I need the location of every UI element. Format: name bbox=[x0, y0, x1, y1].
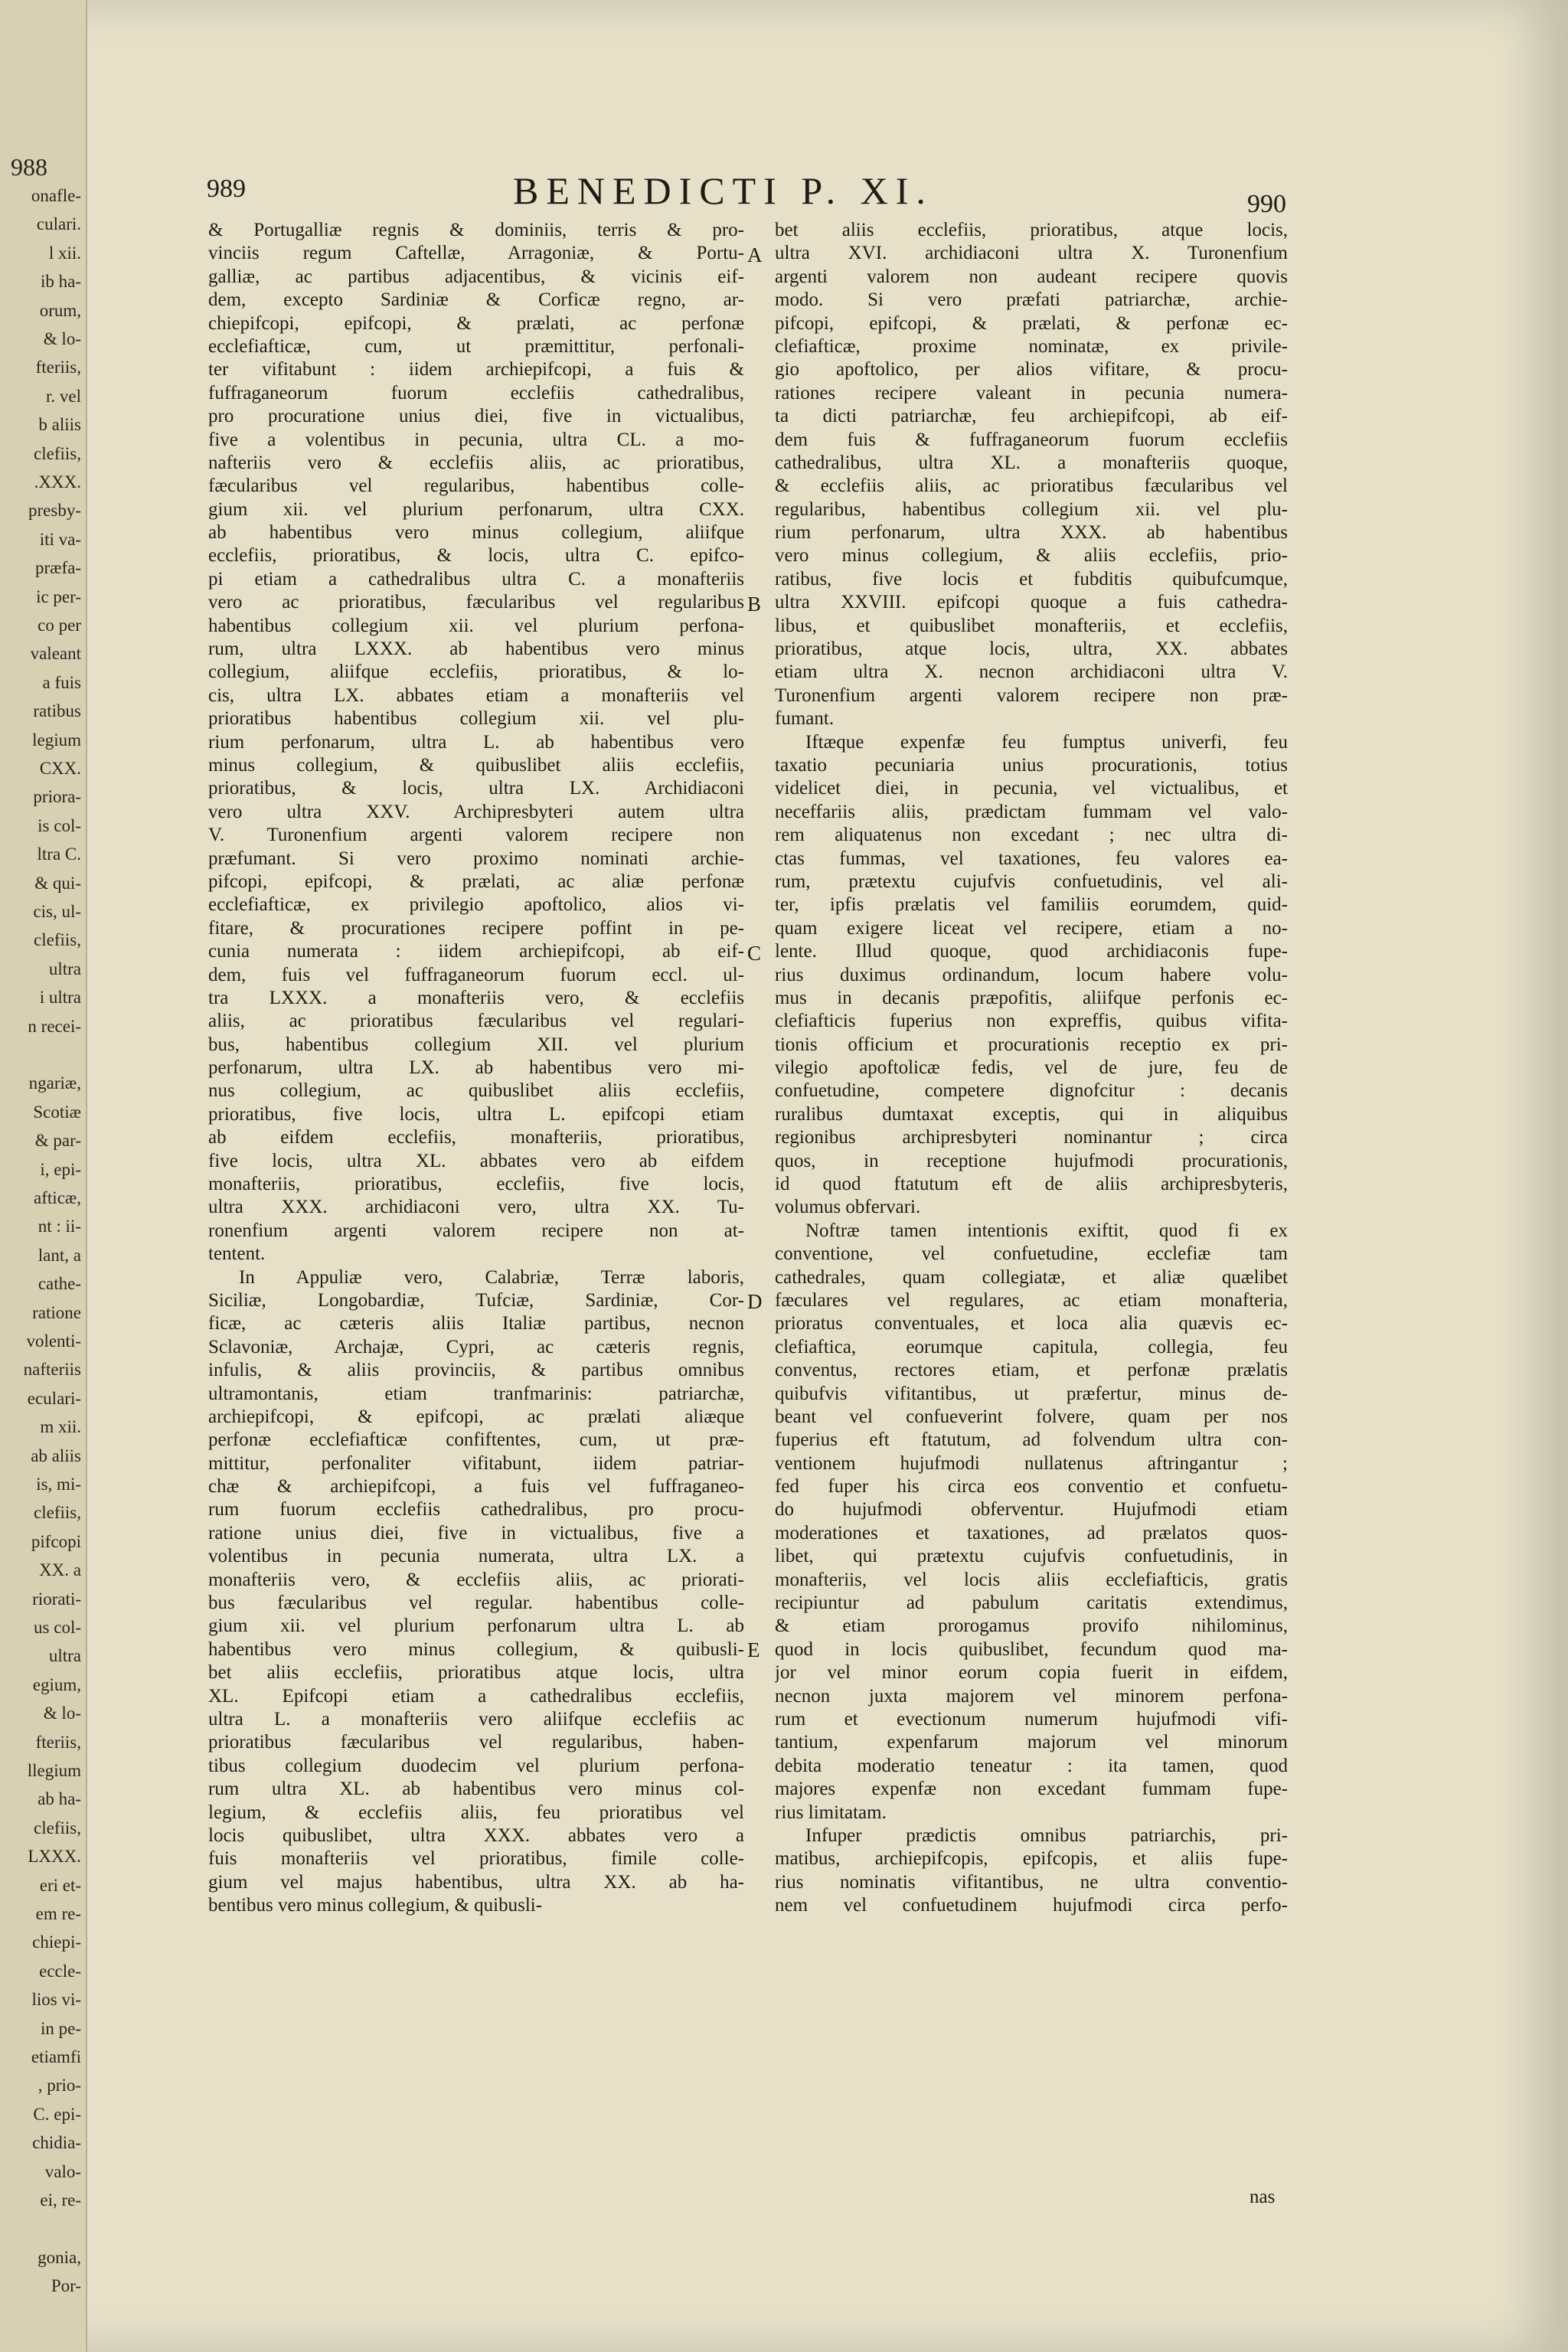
edge-fragment: eculari- bbox=[27, 1388, 81, 1408]
text-line: ultra L. a monafteriis vero aliifque ecclefiis ac bbox=[208, 1709, 744, 1730]
text-line: tra LXXX. a monafteriis vero, & ecclefiis bbox=[208, 987, 744, 1008]
edge-fragment: lant, a bbox=[38, 1245, 81, 1265]
text-line: fumant. bbox=[775, 708, 835, 730]
text-line: gium xii. vel plurium perfonarum, ultra CXX. bbox=[208, 498, 744, 520]
edge-fragment: ratibus bbox=[33, 701, 81, 721]
edge-fragment: i, epi- bbox=[40, 1159, 81, 1179]
right-page-number: 990 bbox=[1247, 190, 1286, 218]
text-line: ter vifitabunt : iidem archiepifcopi, a fuis & bbox=[208, 359, 744, 381]
text-line: Siciliæ, Longobardiæ, Tufciæ, Sardiniæ, Cor- bbox=[208, 1289, 744, 1311]
edge-fragment: & lo- bbox=[43, 1704, 81, 1723]
text-line: jor vel minor eorum copia fuerit in eifdem, bbox=[775, 1662, 1288, 1684]
text-line: bet aliis ecclefiis, prioratibus, atque locis, bbox=[775, 220, 1288, 240]
text-line: infulis, & aliis provinciis, & partibus omnibus bbox=[208, 1360, 744, 1381]
text-line: nem vel confuetudinem hujufmodi circa perfo- bbox=[775, 1895, 1288, 1916]
edge-fragment: eccle- bbox=[39, 1961, 81, 1981]
text-line: tantium, expenfarum majorum vel minorum bbox=[775, 1732, 1288, 1753]
text-line: monafteriis, vel locis aliis ecclefiafticis, gratis bbox=[775, 1569, 1288, 1590]
text-line: nafteriis vero & ecclefiis aliis, ac prioratibus, bbox=[208, 452, 744, 473]
edge-fragment: clefiis, bbox=[34, 930, 81, 950]
text-line: mittitur, perfonaliter vifitabunt, iidem patriar- bbox=[208, 1452, 744, 1474]
text-line: rum fuorum ecclefiis cathedralibus, pro procu- bbox=[208, 1499, 744, 1521]
edge-fragment: m xii. bbox=[40, 1417, 81, 1437]
edge-fragment: legium bbox=[32, 730, 81, 750]
edge-fragment: ic per- bbox=[36, 586, 81, 606]
text-line: prioratibus, five locis, ultra L. epifcopi etiam bbox=[208, 1103, 744, 1125]
text-line: Infuper prædictis omnibus patriarchis, pri- bbox=[805, 1824, 1288, 1846]
edge-fragment: ei, re- bbox=[40, 2190, 81, 2210]
text-line: ctas fummas, vel taxationes, feu valores ea- bbox=[775, 848, 1288, 869]
text-line: libet, qui prætextu cujufvis confuetudinis, in bbox=[775, 1546, 1288, 1567]
text-line: do hujufmodi obferventur. Hujufmodi etiam bbox=[775, 1499, 1288, 1521]
text-line: ecclefiis, prioratibus, & locis, ultra C. epifco- bbox=[208, 545, 744, 567]
text-line: prioratibus, atque locis, ultra, XX. abbates bbox=[775, 639, 1288, 660]
text-line: Turonenfium argenti valorem recipere non præ- bbox=[775, 684, 1288, 706]
text-line: minus collegium, & quibuslibet aliis ecclefiis, bbox=[208, 754, 744, 776]
edge-fragment: LXXX. bbox=[28, 1847, 81, 1867]
text-line: monafteriis vero, & ecclefiis aliis, ac priorati- bbox=[208, 1569, 744, 1590]
edge-fragment: onafle- bbox=[31, 186, 81, 205]
edge-fragment: is col- bbox=[38, 815, 81, 835]
text-line: moderationes et taxationes, ad prælatos quos- bbox=[775, 1522, 1288, 1544]
edge-fragment: chidia- bbox=[32, 2133, 81, 2153]
text-line: cathedralibus, ultra XL. a monafteriis quoque, bbox=[775, 452, 1288, 473]
text-line: perfonarum, ultra LX. ab habentibus vero mi- bbox=[208, 1057, 744, 1079]
text-line: pro procuratione unius diei, five in victualibus, bbox=[208, 406, 744, 427]
text-line: V. Turonenfium argenti valorem recipere non bbox=[208, 825, 744, 846]
text-line: rem aliquatenus non excedant ; nec ultra di- bbox=[775, 825, 1288, 846]
text-line: In Appuliæ vero, Calabriæ, Terræ laboris, bbox=[239, 1266, 744, 1288]
text-line: ab eifdem ecclefiis, monafteriis, prioratibus, bbox=[208, 1127, 744, 1148]
text-line: five locis, ultra XL. abbates vero ab eifdem bbox=[208, 1150, 744, 1171]
edge-fragment: chiepi- bbox=[32, 1932, 81, 1952]
text-line: vero minus collegium, & aliis ecclefiis, prio- bbox=[775, 545, 1288, 567]
text-line: Iftæque expenfæ feu fumptus univerfi, feu bbox=[805, 731, 1288, 753]
edge-fragment: ratione bbox=[32, 1302, 81, 1322]
text-line: Sclavoniæ, Archajæ, Cypri, ac cæteris regnis, bbox=[208, 1336, 744, 1357]
edge-fragment: priora- bbox=[33, 787, 81, 807]
edge-fragment: pifcopi bbox=[31, 1531, 81, 1551]
text-line: gio apoftolico, per alios vifitare, & procu- bbox=[775, 359, 1288, 381]
running-title: BENEDICTI P. XI. bbox=[513, 169, 933, 212]
edge-fragment: valeant bbox=[30, 644, 81, 664]
text-line: argenti valorem non audeant recipere quovis bbox=[775, 266, 1288, 287]
text-line: matibus, archiepifcopis, epifcopis, et aliis fupe- bbox=[775, 1848, 1288, 1870]
text-line: galliæ, ac partibus adjacentibus, & vicinis eif- bbox=[208, 266, 744, 287]
text-line: collegium, aliifque ecclefiis, prioratibus, & lo- bbox=[208, 662, 744, 683]
text-line: ventionem hujufmodi nullatenus aftringantur ; bbox=[775, 1452, 1288, 1474]
text-line: dem fuis & fuffraganeorum fuorum ecclefiis bbox=[775, 429, 1288, 450]
edge-fragment: i ultra bbox=[39, 988, 81, 1008]
text-line: ruralibus dumtaxat exceptis, qui in aliquibus bbox=[775, 1103, 1288, 1125]
text-line: etiam ultra X. necnon archidiaconi ultra V. bbox=[775, 662, 1288, 683]
edge-fragment: Por- bbox=[51, 2276, 81, 2296]
edge-fragment: orum, bbox=[39, 300, 81, 320]
edge-fragment: r. vel bbox=[46, 386, 81, 406]
text-line: taxatio pecuniaria unius procurationis, totius bbox=[775, 754, 1288, 776]
text-line: majores expenfæ non excedant fummam fupe- bbox=[775, 1779, 1288, 1800]
text-line: clefiaftica, eorumque capitula, collegia, feu bbox=[775, 1336, 1288, 1357]
text-line: prioratibus, & locis, ultra LX. Archidiaconi bbox=[208, 778, 744, 799]
text-line: rium perfonarum, ultra XXX. ab habentibus bbox=[775, 522, 1288, 544]
text-line: pifcopi, epifcopi, & prælati, ac aliæ perfonæ bbox=[208, 871, 744, 892]
edge-fragment: co per bbox=[38, 616, 81, 635]
text-line: rium perfonarum, ultra L. ab habentibus vero bbox=[208, 731, 744, 753]
text-line: dem, fuis vel fuffraganeorum fuorum eccl. ul- bbox=[208, 964, 744, 985]
previous-page-edge bbox=[0, 0, 87, 2352]
text-line: prioratibus habentibus collegium xii. vel plu- bbox=[208, 708, 744, 730]
text-line: bentibus vero minus collegium, & quibusli- bbox=[208, 1895, 543, 1916]
edge-fragment: valo- bbox=[44, 2161, 81, 2181]
text-line: neceffariis aliis, prædictam fummam vel valo- bbox=[775, 801, 1288, 822]
edge-fragment: præfa- bbox=[34, 558, 81, 578]
edge-fragment: cis, ul- bbox=[33, 902, 81, 921]
text-line: ab habentibus vero minus collegium, aliifque bbox=[208, 522, 744, 544]
text-line: rius limitatam. bbox=[775, 1802, 887, 1823]
text-line: habentibus vero minus collegium, & quibusli- bbox=[208, 1638, 744, 1660]
text-line: videlicet diei, in pecunia, vel victualibus, et bbox=[775, 778, 1288, 799]
text-line: quibufvis vifitantibus, ut præfertur, minus de- bbox=[775, 1383, 1288, 1404]
left-text-column bbox=[208, 219, 744, 1918]
edge-fragment: C. epi- bbox=[33, 2104, 81, 2124]
text-line: & Portugalliæ regnis & dominiis, terris & pro- bbox=[208, 220, 744, 240]
text-line: ta dicti patriarchæ, feu archiepifcopi, ab eif- bbox=[775, 406, 1288, 427]
text-line: debita moderatio teneatur : ita tamen, quod bbox=[775, 1755, 1288, 1776]
edge-fragment: eri et- bbox=[39, 1875, 81, 1895]
catchword: nas bbox=[1250, 2187, 1276, 2207]
edge-fragment: iti va- bbox=[39, 529, 81, 549]
text-line: rum ultra XL. ab habentibus vero minus col- bbox=[208, 1779, 744, 1800]
text-line: bet aliis ecclefiis, prioratibus atque locis, ultra bbox=[208, 1662, 744, 1684]
text-line: prioratus conventuales, et loca alia quævis ec- bbox=[775, 1313, 1288, 1334]
text-line: clefiafticis fuperius non expreffis, quibus vifita- bbox=[775, 1011, 1288, 1032]
text-line: conventione, vel confuetudine, ecclefiæ tam bbox=[775, 1243, 1288, 1265]
section-marker-e: E bbox=[747, 1638, 760, 1661]
text-line: & ecclefiis aliis, ac prioratibus fæcularibus vel bbox=[775, 475, 1288, 497]
edge-fragment: ab aliis bbox=[31, 1446, 81, 1465]
edge-fragment: em re- bbox=[35, 1904, 81, 1923]
text-line: ultra XXVIII. epifcopi quoque a fuis cathedra- bbox=[775, 592, 1288, 613]
section-marker-b: B bbox=[747, 593, 762, 616]
edge-fragment: b aliis bbox=[38, 415, 81, 435]
edge-fragment: n recei- bbox=[28, 1016, 81, 1036]
text-line: ficæ, ac cæteris aliis Italiæ partibus, necnon bbox=[208, 1313, 744, 1334]
page-header bbox=[207, 169, 1286, 218]
text-line: five a volentibus in pecunia, ultra CL. a mo- bbox=[208, 429, 744, 450]
text-line: necnon juxta majorem vel minorem perfona- bbox=[775, 1685, 1288, 1707]
text-line: fæcularibus vel regularibus, habentibus colle- bbox=[208, 475, 744, 497]
text-line: regularibus, habentibus collegium xii. vel plu- bbox=[775, 498, 1288, 520]
edge-fragment: & par- bbox=[34, 1131, 81, 1151]
text-line: monafteriis, prioratibus, ecclefiis, five locis, bbox=[208, 1174, 744, 1195]
text-line: prioratibus fæcularibus vel regularibus, haben- bbox=[208, 1732, 744, 1753]
text-line: rius duximus ordinandum, locum habere volu- bbox=[775, 964, 1288, 985]
edge-fragment: CXX. bbox=[39, 759, 81, 778]
text-line: aliis, ac prioratibus fæcularibus vel regulari- bbox=[208, 1011, 744, 1032]
text-line: XL. Epifcopi etiam a cathedralibus ecclefiis, bbox=[208, 1685, 744, 1707]
section-marker-a: A bbox=[747, 243, 763, 266]
edge-fragment: a fuis bbox=[42, 672, 81, 692]
text-line: ultra XXX. archidiaconi vero, ultra XX. Tu- bbox=[208, 1197, 744, 1218]
text-line: cis, ultra LX. abbates etiam a monafteriis vel bbox=[208, 684, 744, 706]
text-line: Noftræ tamen intentionis exiftit, quod fi ex bbox=[805, 1220, 1288, 1241]
text-line: quos, in receptione hujufmodi procurationis, bbox=[775, 1150, 1288, 1171]
text-line: ronenfium argenti valorem recipere non at- bbox=[208, 1220, 744, 1241]
text-line: ultramontanis, etiam tranfmarinis: patriarchæ, bbox=[208, 1383, 744, 1404]
edge-fragment: Scotiæ bbox=[33, 1102, 81, 1122]
text-line: volentibus in pecunia numerata, ultra LX. a bbox=[208, 1546, 744, 1567]
text-line: habentibus collegium xii. vel plurium perfona- bbox=[208, 615, 744, 636]
edge-fragment: afticæ, bbox=[34, 1188, 81, 1207]
text-line: bus, habentibus collegium XII. vel plurium bbox=[208, 1034, 744, 1055]
edge-fragment: l xii. bbox=[48, 243, 81, 263]
text-line: vero ac prioratibus, fæcularibus vel regularibus bbox=[208, 592, 744, 613]
text-line: ecclefiafticæ, ex privilegio apoftolico, alios vi- bbox=[208, 894, 744, 916]
text-line: ratione unius diei, five in victualibus, five a bbox=[208, 1522, 744, 1544]
text-line: nus collegium, ac quibuslibet aliis ecclefiis, bbox=[208, 1080, 744, 1102]
text-line: bus fæcularibus vel regular. habentibus colle- bbox=[208, 1592, 744, 1614]
edge-fragment: clefiis, bbox=[34, 1503, 81, 1523]
text-line: cathedrales, quam collegiatæ, et aliæ quælibet bbox=[775, 1266, 1288, 1288]
text-line: vinciis regum Caftellæ, Arragoniæ, & Portu- bbox=[208, 243, 744, 264]
text-line: rum, ultra LXXX. ab habentibus vero minus bbox=[208, 639, 744, 660]
edge-fragment: cathe- bbox=[38, 1274, 81, 1294]
edge-fragment: XX. a bbox=[39, 1560, 81, 1580]
text-line: id quod ftatutum eft de aliis archipresbyteris, bbox=[775, 1174, 1288, 1195]
text-line: fæculares vel regulares, ac etiam monafteria, bbox=[775, 1289, 1288, 1311]
section-marker-d: D bbox=[747, 1290, 763, 1313]
text-line: chæ & archiepifcopi, a fuis vel fuffraganeo- bbox=[208, 1476, 744, 1498]
right-text-column bbox=[775, 219, 1288, 1918]
text-line: confuetudine, competere dignofcitur : decanis bbox=[775, 1080, 1288, 1102]
edge-fragment: nt : ii- bbox=[38, 1217, 81, 1236]
edge-fragment: ab ha- bbox=[38, 1789, 81, 1809]
text-line: tibus collegium duodecim vel plurium perfona- bbox=[208, 1755, 744, 1776]
text-line: & etiam prorogamus provifo nihilominus, bbox=[775, 1615, 1288, 1637]
text-line: gium xii. vel plurium perfonarum ultra L. ab bbox=[208, 1615, 744, 1637]
edge-fragment: ib ha- bbox=[40, 272, 81, 292]
text-line: rum, prætextu cujufvis confuetudinis, vel ali- bbox=[775, 871, 1288, 892]
text-line: fuperius eft ftatutum, ad folvendum ultra con- bbox=[775, 1429, 1288, 1451]
edge-fragment: , prio- bbox=[38, 2076, 81, 2096]
text-line: lente. Illud quoque, quod archidiaconis fupe- bbox=[775, 941, 1288, 962]
text-line: ultra XVI. archidiaconi ultra X. Turonenfium bbox=[775, 243, 1288, 264]
edge-fragment: egium, bbox=[32, 1674, 81, 1694]
text-line: rius nominatis vifitantibus, ne ultra conventio- bbox=[775, 1871, 1288, 1893]
edge-fragment: culari. bbox=[36, 214, 81, 234]
edge-fragment: fteriis, bbox=[35, 1732, 81, 1752]
edge-fragment: ultra bbox=[48, 959, 81, 978]
text-line: tionis officium et procurationis receptio ex pri- bbox=[775, 1034, 1288, 1055]
edge-fragment: .XXX. bbox=[34, 472, 81, 492]
edge-fragment: in pe- bbox=[40, 2018, 81, 2038]
edge-fragment: & qui- bbox=[34, 873, 81, 893]
edge-fragment: is, mi- bbox=[36, 1475, 81, 1494]
text-line: tentent. bbox=[208, 1243, 266, 1265]
text-line: locis quibuslibet, ultra XXX. abbates vero a bbox=[208, 1824, 744, 1846]
text-line: pifcopi, epifcopi, & prælati, & perfonæ ec- bbox=[775, 312, 1288, 334]
text-line: ecclefiafticæ, cum, ut præmittitur, perfonali- bbox=[208, 335, 744, 357]
text-line: fitare, & procurationes recipere poffint in pe- bbox=[208, 917, 744, 939]
edge-fragment: lios vi- bbox=[31, 1990, 81, 2010]
text-line: cunia numerata : iidem archiepifcopi, ab eif- bbox=[208, 941, 744, 962]
edge-fragment: riorati- bbox=[32, 1589, 81, 1609]
text-line: legium, & ecclefiis aliis, feu prioratibus vel bbox=[208, 1802, 744, 1823]
edge-fragment: nafteriis bbox=[23, 1360, 81, 1380]
text-line: fuis monafteriis vel prioratibus, fimile colle- bbox=[208, 1848, 744, 1870]
text-line: fed fuper his circa eos conventio et confuetu- bbox=[775, 1476, 1288, 1498]
text-line: clefiafticæ, proxime nominatæ, ex privile- bbox=[775, 335, 1288, 357]
text-line: fuffraganeorum fuorum ecclefiis cathedralibus, bbox=[208, 382, 744, 403]
edge-fragment: ltra C. bbox=[37, 844, 81, 864]
text-line: vilegio apoftolicæ fedis, vel de jure, feu de bbox=[775, 1057, 1288, 1079]
text-line: ter, ipfis prælatis vel familiis eorumdem, quid- bbox=[775, 894, 1288, 916]
edge-fragment: fteriis, bbox=[35, 358, 81, 377]
text-line: perfonæ ecclefiafticæ confiftentes, cum, ut præ- bbox=[208, 1429, 744, 1451]
text-line: archiepifcopi, & epifcopi, ac prælati aliæque bbox=[208, 1406, 744, 1427]
previous-page-number: 988 bbox=[11, 153, 47, 181]
edge-fragment: clefiis, bbox=[34, 443, 81, 463]
edge-fragment: & lo- bbox=[43, 329, 81, 348]
edge-fragment: gonia, bbox=[38, 2247, 81, 2267]
text-line: gium vel majus habentibus, ultra XX. ab ha- bbox=[208, 1871, 744, 1893]
text-line: pi etiam a cathedralibus ultra C. a monafteriis bbox=[208, 568, 744, 590]
edge-fragment: llegium bbox=[27, 1761, 81, 1780]
text-line: libus, et quibuslibet monafteriis, et ecclefiis, bbox=[775, 615, 1288, 636]
text-line: chiepifcopi, epifcopi, & prælati, ac perfonæ bbox=[208, 312, 744, 334]
text-line: quam exigere liceat vel recipere, etiam a no- bbox=[775, 917, 1288, 939]
text-line: præfumant. Si vero proximo nominati archie- bbox=[208, 848, 744, 869]
text-line: mus in decanis præpofitis, aliifque perfonis ec- bbox=[775, 987, 1288, 1008]
section-marker-c: C bbox=[747, 942, 762, 965]
text-line: ratibus, five locis et fubditis quibufcumque, bbox=[775, 568, 1288, 590]
edge-fragment: etiamfi bbox=[31, 2047, 81, 2066]
edge-fragment: clefiis, bbox=[34, 1818, 81, 1838]
text-line: modo. Si vero præfati patriarchæ, archie- bbox=[775, 289, 1288, 311]
text-line: vero ultra XXV. Archipresbyteri autem ultra bbox=[208, 801, 744, 822]
edge-fragment: us col- bbox=[34, 1618, 81, 1637]
text-line: rum et evectionum numerum hujufmodi vifi- bbox=[775, 1709, 1288, 1730]
text-line: dem, excepto Sardiniæ & Corficæ regno, ar- bbox=[208, 289, 744, 311]
edge-fragment: volenti- bbox=[26, 1331, 81, 1351]
edge-fragment: ultra bbox=[48, 1646, 81, 1666]
text-line: rationes recipere valeant in pecunia numera- bbox=[775, 382, 1288, 403]
text-line: volumus obfervari. bbox=[775, 1197, 921, 1218]
text-line: beant vel confueverint folvere, quam per nos bbox=[775, 1406, 1288, 1427]
edge-fragment: presby- bbox=[28, 501, 81, 521]
text-line: regionibus archipresbyteri nominantur ; circa bbox=[775, 1127, 1288, 1148]
text-line: recipiuntur ad pabulum caritatis extendimus, bbox=[775, 1592, 1288, 1614]
edge-fragment: ngariæ, bbox=[28, 1073, 81, 1093]
text-line: quod in locis quibuslibet, fecundum quod ma- bbox=[775, 1638, 1288, 1660]
left-page-number: 989 bbox=[207, 175, 246, 203]
text-line: conventus, rectores etiam, et perfonæ prælatis bbox=[775, 1360, 1288, 1381]
